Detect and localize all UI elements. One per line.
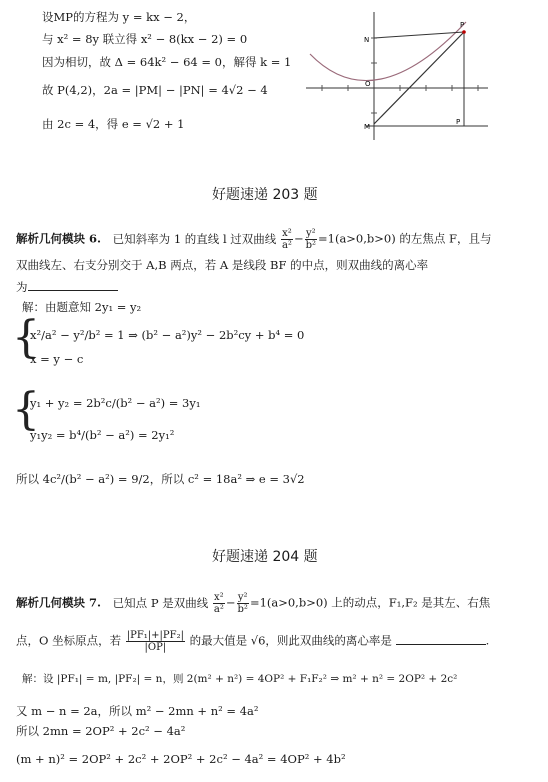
top-line-2: 与 x² = 8y 联立得 x² − 8(kx − 2) = 0 bbox=[42, 32, 248, 46]
frac-y2-b2: $\frac{\text{y²}}{\text{b²}}$ bbox=[305, 228, 316, 251]
frac-x2-a2: $\frac{\text{x²}}{\text{a²}}$ bbox=[281, 228, 292, 251]
sol203-line1: 解：由题意知 2y₁ = y₂ bbox=[22, 300, 142, 314]
sys1-row1: x²/a² − y²/b² = 1 ⇒ (b² − a²)y² − 2b²cy + b⁴ = 0 bbox=[30, 328, 305, 342]
sol204-line2: 又 m − n = 2a，所以 m² − 2mn + n² = 4a² bbox=[16, 704, 259, 718]
sys1-row2: x = y − c bbox=[30, 352, 84, 366]
top-line-4: 故 P(4,2)，2a = |PM| − |PN| = 4√2 − 4 bbox=[42, 83, 268, 97]
frac-pf-op: $\frac{\text{|PF₁|+|PF₂|}}{|OP|}$ bbox=[126, 630, 184, 653]
label-M: M bbox=[364, 123, 371, 131]
heading-204: 好题速递 204 题 bbox=[212, 549, 318, 565]
sys2-row1: y₁ + y₂ = 2b²c/(b² − a²) = 3y₁ bbox=[30, 396, 201, 410]
brace-1: { bbox=[12, 312, 40, 363]
label-P-bottom: P bbox=[456, 118, 461, 126]
answer-blank-203 bbox=[28, 280, 118, 291]
label-P-top: P bbox=[460, 21, 465, 29]
top-line-3: 因为相切，故 Δ = 64k² − 64 = 0，解得 k = 1 bbox=[42, 55, 292, 69]
tag-203: 解析几何模块 6. bbox=[16, 231, 102, 246]
parabola-tangent-figure bbox=[306, 8, 498, 148]
q203-line2: 双曲线左、右支分别交于 A,B 两点，若 A 是线段 BF 的中点，则双曲线的离心率 bbox=[16, 258, 429, 272]
sol204-line3: 所以 2mn = 2OP² + 2c² − 4a² bbox=[16, 724, 186, 738]
q203-line1a: 已知斜率为 1 的直线 l 过双曲线 bbox=[112, 231, 277, 246]
label-O: O bbox=[365, 80, 371, 88]
q204-line1b: 上的动点，F₁,F₂ 是其左、右焦 bbox=[331, 595, 491, 610]
heading-203: 好题速递 203 题 bbox=[212, 187, 318, 203]
sol203-conclusion: 所以 4c²/(b² − a²) = 9/2，所以 c² = 18a² ⇒ e = 3√2 bbox=[16, 472, 305, 486]
q203-line3: 为 bbox=[16, 280, 28, 294]
sol204-line1: 解：设 |PF₁| = m, |PF₂| = n，则 2(m² + n²) = 4OP² + F₁F₂² ⇒ m² + n² = 2OP² + 2c² bbox=[22, 673, 458, 685]
sys2-row2: y₁y₂ = b⁴/(b² − a²) = 2y₁² bbox=[30, 428, 175, 442]
sol204-line4: (m + n)² = 2OP² + 2c² + 2OP² + 2c² − 4a² = 4OP² + 4b² bbox=[16, 752, 346, 766]
tag-204: 解析几何模块 7. bbox=[16, 595, 102, 610]
q204-line2b: 的最大值是 √6，则此双曲线的离心率是 bbox=[189, 633, 392, 648]
top-line-1: 设MP的方程为 y = kx − 2， bbox=[42, 10, 196, 24]
answer-blank-204 bbox=[396, 634, 486, 645]
q203-line1b: 的左焦点 F，且与 bbox=[399, 231, 492, 246]
top-line-5: 由 2c = 4，得 e = √2 + 1 bbox=[42, 117, 185, 131]
brace-2: { bbox=[12, 384, 40, 435]
label-N: N bbox=[364, 36, 370, 44]
q204-line1a: 已知点 P 是双曲线 bbox=[112, 595, 209, 610]
q204-line2a: 点，O 坐标原点，若 bbox=[16, 633, 122, 648]
